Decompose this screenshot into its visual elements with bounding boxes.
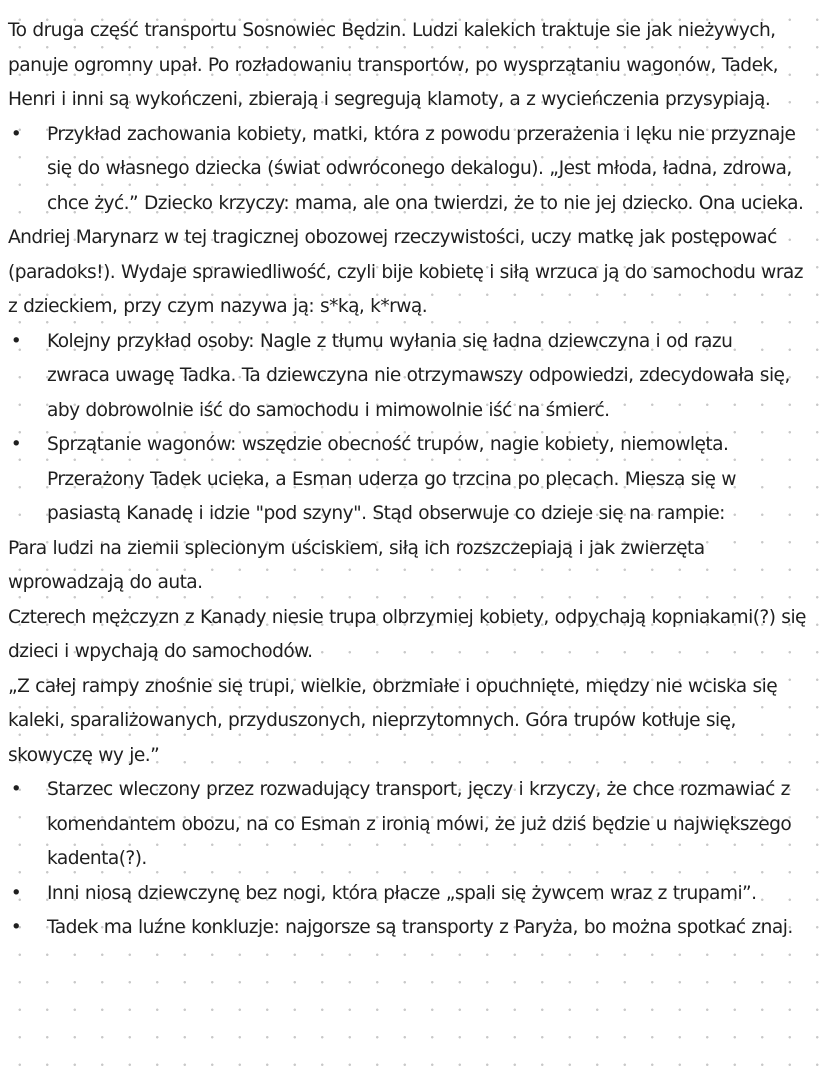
bullet-continuation: komendantem obozu, na co Esman z ironią mówi, że już dziś będzie u największego [47, 813, 792, 835]
bullet-continuation: pasiastą Kanadę i idzie "pod szyny". Stąd obserwuje co dzieje się na rampie: [47, 503, 725, 524]
bullet-dot-icon: • [10, 434, 22, 455]
bullet-text: Tadek ma luźne konkluzje: najgorsze są transporty z Paryża, bo można spotkać znaj. [47, 917, 793, 938]
bullet-dot-icon: • [10, 779, 22, 800]
quote-line: kaleki, sparaliżowanych, przyduszonych, nieprzytomnych. Góra trupów kotłuje się, [8, 710, 736, 731]
bullet-continuation: aby dobrowolnie iść do samochodu i mimowolnie iść na śmierć. [47, 399, 610, 421]
bullet-dot-icon: • [10, 882, 22, 904]
note-line: wprowadzają do auta. [8, 572, 203, 593]
note-line: panuje ogromny upał. Po rozładowaniu transportów, po wysprzątaniu wagonów, Tadek, [8, 54, 779, 76]
bullet-continuation: się do własnego dziecka (świat odwróconego dekalogu). „Jest młoda, ładna, zdrowa, [47, 158, 792, 179]
note-line: To druga część transportu Sosnowiec Będzin. Ludzi kalekich traktuje sie jak nieżywych, [8, 20, 776, 41]
bullet-item [8, 877, 816, 912]
quote-line: „Z całej rampy znośnie się trupi, wielkie, obrzmiałe i opuchnięte, między nie wciska się [8, 675, 778, 697]
note-line: z dzieckiem, przy czym nazywa ją: s*ką, k*rwą. [8, 296, 428, 317]
bullet-continuation: zwraca uwagę Tadka. Ta dziewczyna nie otrzymawszy odpowiedzi, zdecydowała się, [47, 365, 790, 386]
bullet-continuation: kadenta(?). [47, 848, 147, 869]
bullet-dot-icon: • [10, 123, 22, 145]
note-line: Andriej Marynarz w tej tragicznej obozowej rzeczywistości, uczy matkę jak postępować [8, 227, 777, 248]
bullet-continuation: Przerażony Tadek ucieka, a Esman uderza go trzcina po plecach. Miesza się w [47, 468, 736, 490]
bullet-text: Inni niosą dziewczynę bez nogi, która płacze „spali się żywcem wraz z trupami”. [47, 882, 757, 904]
bullet-text: Kolejny przykład osoby: Nagle z tłumu wyłania się ładna dziewczyna i od razu [47, 330, 733, 352]
bullet-dot-icon: • [10, 330, 22, 352]
bullet-dot-icon: • [10, 917, 22, 938]
bullet-item [8, 428, 816, 463]
bullet-item [8, 118, 816, 153]
bullet-text: Sprzątanie wagonów: wszędzie obecność trupów, nagie kobiety, niemowlęta. [47, 434, 729, 455]
bullet-continuation: chce żyć.” Dziecko krzyczy: mama, ale ona twierdzi, że to nie jej dziecko. Ona ucieka. [47, 192, 804, 214]
quote-line: skowyczę wy je.” [8, 744, 160, 766]
note-line: dzieci i wpychają do samochodów. [8, 641, 313, 662]
bullet-text: Starzec wleczony przez rozwadujący transport, jęczy i krzyczy, że chce rozmawiać z [47, 779, 790, 800]
note-line: Czterech mężczyzn z Kanady niesie trupa olbrzymiej kobiety, odpychają kopniakami(?) się [8, 606, 806, 628]
note-line: Henri i inni są wykończeni, zbierają i segregują klamoty, a z wycieńczenia przysypiają. [8, 89, 771, 110]
note-line: (paradoks!). Wydaje sprawiedliwość, czyli bije kobietę i siłą wrzuca ją do samochodu wraz [8, 261, 803, 283]
note-line: Para ludzi na ziemii splecionym uściskiem, siłą ich rozszczepiają i jak zwierzęta [8, 537, 705, 559]
bullet-item [8, 773, 816, 808]
bullet-item [8, 911, 816, 946]
bullet-text: Przykład zachowania kobiety, matki, która z powodu przerażenia i lęku nie przyznaje [47, 123, 796, 145]
bullet-item [8, 325, 816, 360]
